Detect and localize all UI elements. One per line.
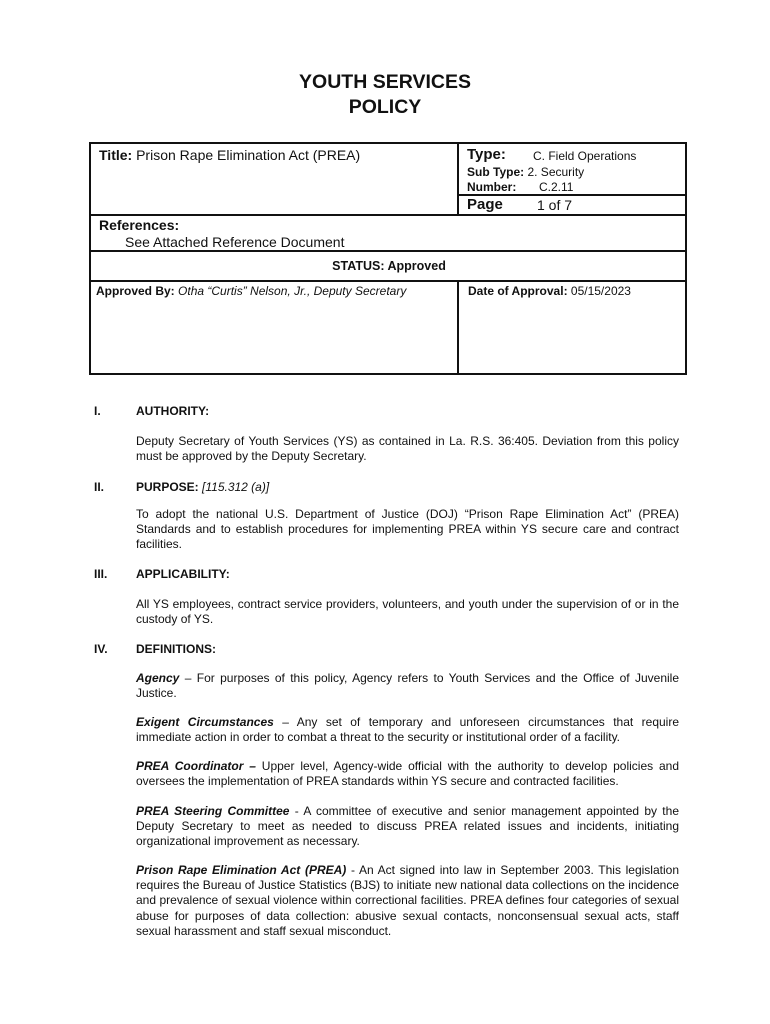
number-label: Number: (467, 180, 517, 194)
section-number: III. (94, 567, 108, 581)
definition-text: - A committee of executive and senior management appointed by the Deputy Secretary to meet as needed to discuss PREA related issues and incidents, initiating organizational improvement as necessary. (136, 804, 679, 849)
definition-text: – Any set of temporary and unforeseen circumstances that require immediate action in order to combat a threat to the security or institutional order of a facility. (136, 715, 680, 745)
section-heading: APPLICABILITY: (136, 567, 230, 581)
section-heading: DEFINITIONS: (136, 642, 216, 656)
page-cell (467, 196, 687, 214)
type-cell (467, 146, 687, 194)
approved-by-label: Approved By: (96, 284, 175, 298)
definition-item (136, 759, 679, 789)
references-cell (99, 217, 679, 250)
date-label: Date of Approval: (468, 284, 568, 298)
title-value: Prison Rape Elimination Act (PREA) (136, 147, 361, 163)
section-number: IV. (94, 642, 108, 656)
title-cell (99, 147, 360, 163)
approved-by-value: Otha “Curtis” Nelson, Jr., Deputy Secretary (178, 284, 407, 298)
document-title-line1: YOUTH SERVICES (299, 71, 471, 93)
definition-item (136, 671, 679, 701)
subtype-label: Sub Type: (467, 165, 525, 179)
definition-text: Upper level, Agency-wide official with the authority to develop policies and oversees the implementation of PREA standards within YS secure and contracted facilities. (136, 759, 679, 789)
definition-item (136, 804, 679, 850)
date-of-approval-cell (468, 284, 631, 298)
section-number: II. (94, 480, 105, 494)
definition-item (136, 715, 679, 745)
section-heading: PURPOSE: (136, 480, 199, 494)
section-number: I. (94, 404, 101, 418)
purpose-text: To adopt the national U.S. Department of Justice (DOJ) “Prison Rape Elimination Act” (PREA) Standards and to establish procedures for implementing PREA within YS secure care and contract facilities. (136, 507, 679, 552)
section-heading-group (136, 480, 269, 494)
number-value: C.2.11 (539, 180, 574, 194)
status-text: STATUS: Approved (332, 259, 446, 273)
date-value: 05/15/2023 (570, 284, 631, 298)
references-label: References: (99, 217, 180, 233)
divider-references (91, 214, 687, 216)
divider-approval (91, 280, 687, 282)
document-title-line2: POLICY (348, 96, 422, 118)
divider-status (91, 250, 687, 252)
definition-term: Exigent Circumstances (136, 715, 274, 729)
definition-text: - An Act signed into law in September 2003. This legislation requires the Bureau of Justice Statistics (BJS) to initiate new national data collections on the incidence and prevalence of sexual violence within correctional facilities. PREA defines four categories of sexual abuse for purposes of data collection: abusive sexual contacts, nonconsensual sexual acts, staff sexual harassment and staff sexual misconduct. (136, 863, 679, 938)
page-value: 1 of 7 (537, 197, 573, 213)
type-label: Type: (467, 146, 506, 163)
policy-header-table (89, 142, 687, 375)
section-heading: AUTHORITY: (136, 404, 210, 418)
references-value: See Attached Reference Document (125, 234, 345, 250)
applicability-text: All YS employees, contract service providers, volunteers, and youth under the supervision of or in the custody of YS. (136, 597, 679, 627)
divider-vertical-bottom (457, 280, 459, 375)
approved-by-cell (96, 284, 406, 298)
divider-vertical-top (457, 144, 459, 214)
document-title (0, 70, 770, 120)
definition-term: Prison Rape Elimination Act (PREA) (136, 863, 347, 877)
definition-term: Agency (136, 671, 180, 685)
definition-term: PREA Coordinator – (136, 759, 256, 773)
definition-term: PREA Steering Committee (136, 804, 290, 818)
title-label: Title: (99, 147, 133, 163)
definition-item (136, 863, 679, 939)
definition-text: – For purposes of this policy, Agency refers to Youth Services and the Office of Juvenile Justice. (136, 671, 679, 701)
authority-text: Deputy Secretary of Youth Services (YS) as contained in La. R.S. 36:405. Deviation from this policy must be approved by the Deputy Secretary. (136, 434, 679, 464)
section-heading-reference: [115.312 (a)] (202, 480, 270, 494)
subtype-value: 2. Security (527, 165, 585, 179)
type-value: C. Field Operations (533, 149, 637, 163)
page-label: Page (467, 196, 503, 213)
